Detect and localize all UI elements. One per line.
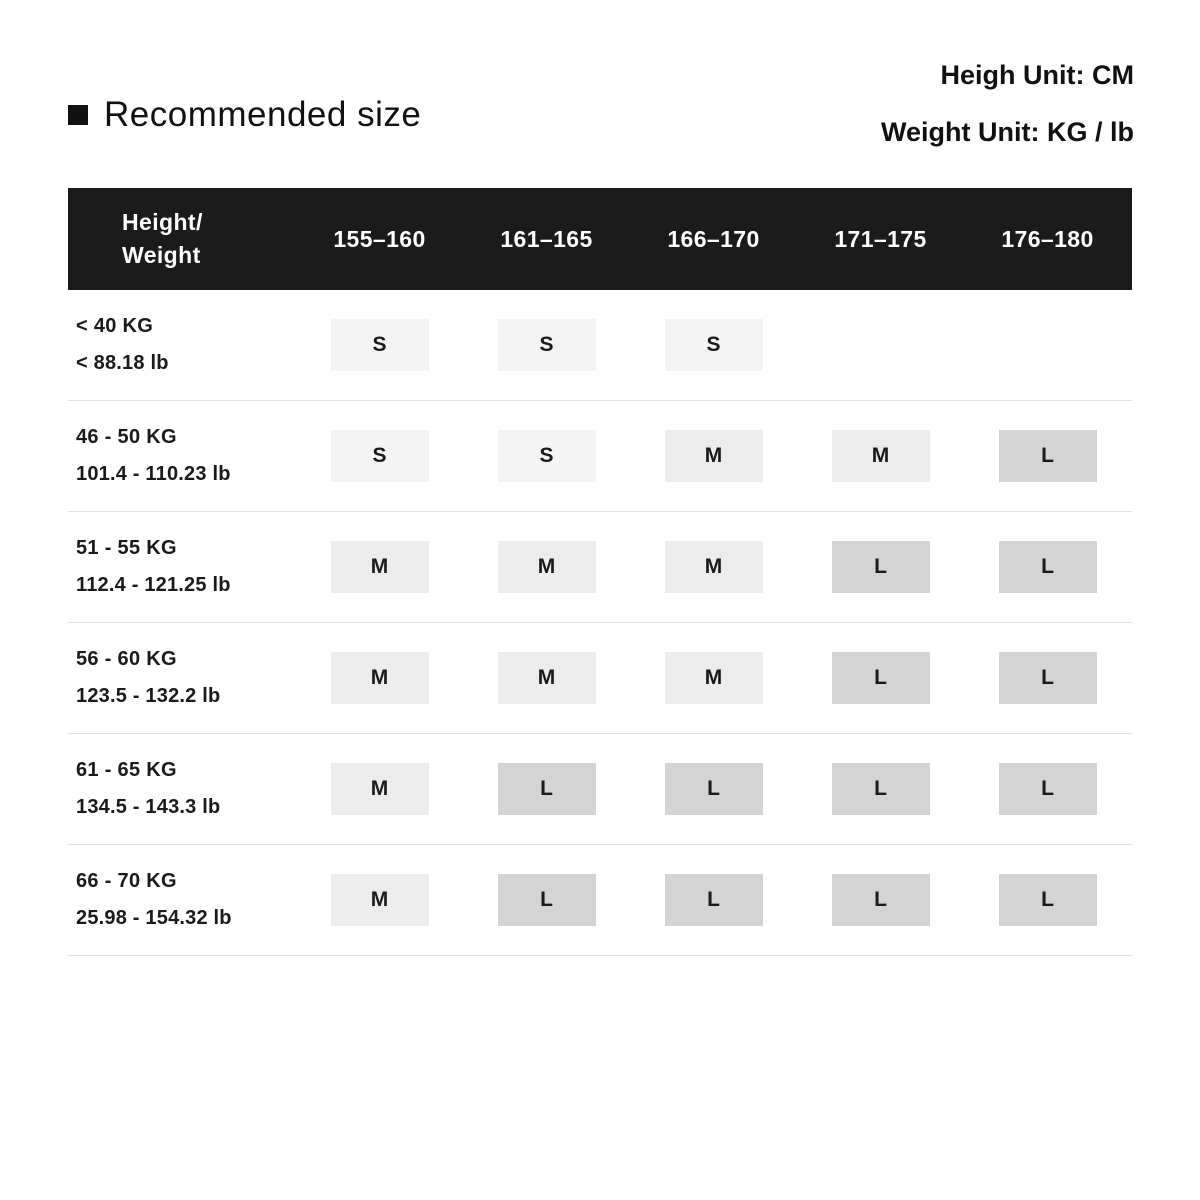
size-badge: S	[331, 430, 429, 482]
row-label	[68, 863, 296, 937]
table-corner-header	[68, 206, 296, 273]
row-label	[68, 752, 296, 826]
table-cell	[463, 430, 630, 482]
size-badge: L	[832, 541, 930, 593]
table-cell	[630, 541, 797, 593]
table-cell	[630, 763, 797, 815]
size-badge: M	[665, 652, 763, 704]
size-badge: M	[832, 430, 930, 482]
table-row	[68, 512, 1132, 623]
size-badge: M	[665, 541, 763, 593]
row-label-kg: 46 - 50 KG	[76, 426, 177, 448]
size-badge: L	[832, 874, 930, 926]
table-cell	[964, 652, 1131, 704]
size-badge: L	[832, 652, 930, 704]
size-badge: L	[498, 874, 596, 926]
row-label	[68, 530, 296, 604]
size-badge: S	[665, 319, 763, 371]
size-badge: S	[498, 430, 596, 482]
table-cell	[797, 874, 964, 926]
row-label	[68, 308, 296, 382]
table-cell	[797, 541, 964, 593]
table-cell	[797, 652, 964, 704]
size-badge: S	[331, 319, 429, 371]
size-badge: L	[999, 874, 1097, 926]
column-header: 161–165	[500, 225, 593, 252]
table-cell	[463, 874, 630, 926]
table-cell	[296, 319, 463, 371]
table-cell	[463, 763, 630, 815]
size-badge: L	[498, 763, 596, 815]
table-cell	[964, 763, 1131, 815]
row-label-kg: 51 - 55 KG	[76, 537, 177, 559]
size-badge: L	[999, 652, 1097, 704]
table-cell	[630, 430, 797, 482]
page-title-row	[68, 95, 421, 135]
table-cell	[630, 319, 797, 371]
table-cell	[296, 874, 463, 926]
table-cell	[797, 430, 964, 482]
table-header-row	[68, 188, 1132, 290]
size-badge: M	[498, 652, 596, 704]
table-cell	[463, 652, 630, 704]
row-label-kg: 56 - 60 KG	[76, 648, 177, 670]
table-cell	[463, 541, 630, 593]
table-row	[68, 734, 1132, 845]
size-badge: M	[498, 541, 596, 593]
table-cell	[964, 430, 1131, 482]
size-badge: S	[498, 319, 596, 371]
size-badge: L	[832, 763, 930, 815]
table-cell	[296, 652, 463, 704]
column-header: 171–175	[834, 225, 927, 252]
size-badge: L	[999, 430, 1097, 482]
table-row	[68, 401, 1132, 512]
size-badge: M	[665, 430, 763, 482]
table-row	[68, 623, 1132, 734]
table-cell	[964, 874, 1131, 926]
page-title: Recommended size	[104, 95, 422, 134]
table-cell	[964, 541, 1131, 593]
row-label-kg: 66 - 70 KG	[76, 870, 177, 892]
table-row	[68, 845, 1132, 956]
square-bullet-icon	[68, 105, 88, 125]
row-label	[68, 641, 296, 715]
size-badge-empty	[999, 319, 1097, 371]
row-label-lb: 123.5 - 132.2 lb	[76, 685, 221, 707]
size-badge: M	[331, 874, 429, 926]
size-badge: L	[665, 763, 763, 815]
size-badge-empty	[832, 319, 930, 371]
column-header: 155–160	[333, 225, 426, 252]
table-cell	[630, 652, 797, 704]
corner-label-line1: Height/	[122, 208, 203, 235]
size-table	[68, 188, 1132, 956]
table-row	[68, 290, 1132, 401]
row-label-lb: 112.4 - 121.25 lb	[76, 574, 231, 596]
row-label-lb: 134.5 - 143.3 lb	[76, 796, 221, 818]
row-label-lb: 25.98 - 154.32 lb	[76, 907, 232, 929]
table-cell	[296, 541, 463, 593]
unit-legend	[881, 62, 1134, 146]
row-label-lb: 101.4 - 110.23 lb	[76, 463, 231, 485]
row-label	[68, 419, 296, 493]
size-badge: L	[999, 763, 1097, 815]
table-cell	[630, 874, 797, 926]
table-cell	[463, 319, 630, 371]
size-badge: L	[665, 874, 763, 926]
size-badge: L	[999, 541, 1097, 593]
weight-unit-label: Weight Unit: KG / lb	[881, 117, 1134, 147]
size-badge: M	[331, 541, 429, 593]
table-cell	[296, 430, 463, 482]
column-header: 176–180	[1001, 225, 1094, 252]
row-label-lb: < 88.18 lb	[76, 352, 169, 374]
table-cell	[797, 319, 964, 371]
row-label-kg: < 40 KG	[76, 315, 154, 337]
table-cell	[797, 763, 964, 815]
table-cell	[964, 319, 1131, 371]
column-header: 166–170	[667, 225, 760, 252]
corner-label-line2: Weight	[122, 242, 201, 268]
size-badge: M	[331, 652, 429, 704]
height-unit-label: Heigh Unit: CM	[940, 60, 1134, 90]
size-badge: M	[331, 763, 429, 815]
table-cell	[296, 763, 463, 815]
row-label-kg: 61 - 65 KG	[76, 759, 177, 781]
